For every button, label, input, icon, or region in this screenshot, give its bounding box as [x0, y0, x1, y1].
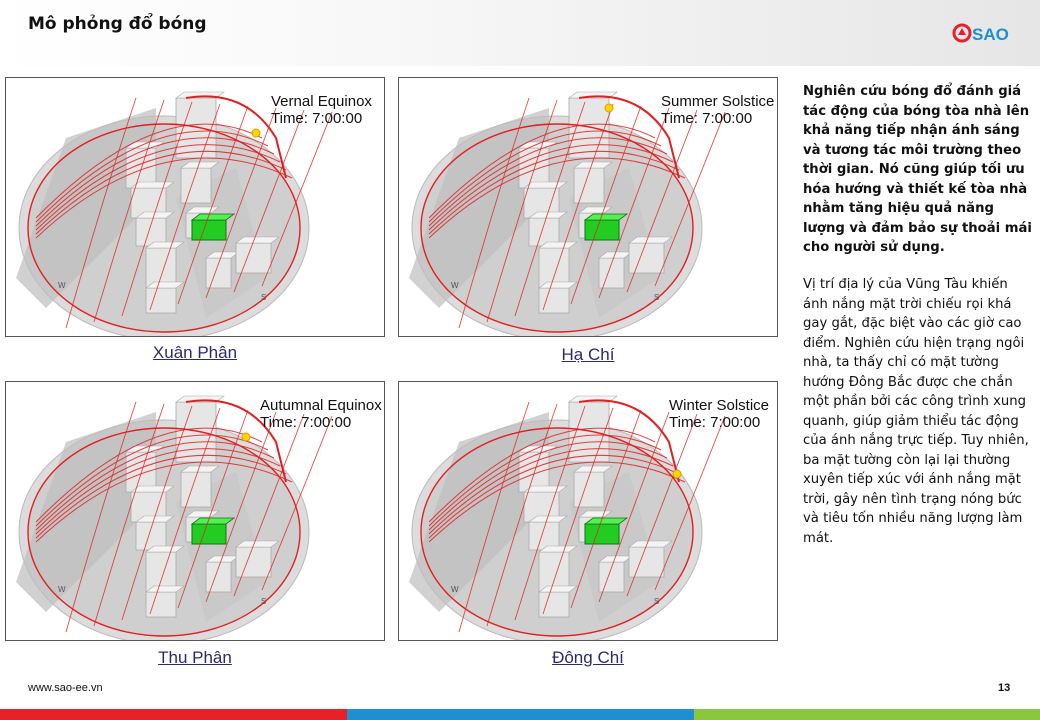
sao-logo-icon: [952, 22, 1022, 46]
analysis-paragraph: Vị trí địa lý của Vũng Tàu khiến ánh nắng mặt trời chiếu rọi khá gay gắt, đặc biệt vào các giờ cao điểm. Nghiên cứu hiện trạng ngôi nhà, ta thấy chỉ có mặt tường hướng Đông Bắc được che chắn một phần bởi các công trình xung quanh, giúp giảm thiểu tác động của ánh nắng trực tiếp. Tuy nhiên, ba mặt tường còn lại lại thường xuyên tiếp xúc với ánh nắng mặt trời, gây nên tình trạng nóng bức và tiêu tốn nhiều năng lượng làm mát.: [803, 277, 1029, 546]
sim-time: Time: 7:00:00: [669, 414, 761, 431]
building-block: [236, 243, 271, 273]
footer-bar-blue: [347, 709, 694, 720]
target-building: [192, 524, 226, 544]
footer-website[interactable]: www.sao-ee.vn: [28, 682, 103, 694]
shadow-panel-summer-solstice: [398, 77, 778, 337]
compass-west-label: W: [451, 585, 459, 594]
compass-west-label: W: [58, 585, 66, 594]
target-building-roof: [585, 214, 627, 220]
sim-title: Autumnal Equinox: [260, 397, 382, 414]
building-block: [176, 402, 216, 462]
building-roof: [236, 541, 279, 547]
sun-icon: [252, 129, 260, 137]
sim-title: Winter Solstice: [669, 397, 770, 414]
target-building-roof: [585, 518, 627, 524]
building-block: [629, 547, 664, 577]
compass-south-label: S: [654, 597, 660, 606]
panel-label-thu-phan[interactable]: Thu Phân: [158, 648, 232, 667]
panel-label-dong-chi[interactable]: Đông Chí: [552, 648, 624, 667]
intro-paragraph: Nghiên cứu bóng đổ đánh giá tác động của bóng tòa nhà lên khả năng tiếp nhận ánh sáng và tương tác môi trường theo thời gian. Nó cũng giúp tối ưu hóa hướng và thiết kế tòa nhà nhằm tăng hiệu quả năng lượng và đảm bảo sự thoải mái cho người sử dụng.: [803, 84, 1032, 255]
compass-south-label: S: [261, 293, 267, 302]
page-title: Mô phỏng đổ bóng: [28, 14, 207, 34]
sun-icon: [673, 470, 681, 478]
shadow-panel-autumnal-equinox: [5, 381, 385, 641]
header-bar: [0, 0, 1040, 66]
target-building: [585, 220, 619, 240]
sim-time: Time: 7:00:00: [271, 110, 363, 127]
building-roof: [524, 486, 567, 492]
building-block: [629, 243, 664, 273]
building-block: [569, 402, 609, 462]
panel-label-ha-chi[interactable]: Hạ Chí: [561, 345, 615, 364]
logo-text: SAO: [972, 25, 1009, 44]
sun-icon: [605, 104, 613, 112]
building-roof: [236, 237, 279, 243]
page-number: 13: [998, 682, 1011, 694]
target-building-roof: [192, 214, 234, 220]
building-roof: [131, 486, 174, 492]
sim-time: Time: 7:00:00: [260, 414, 352, 431]
target-building: [585, 524, 619, 544]
sim-time: Time: 7:00:00: [661, 110, 753, 127]
building-roof: [524, 182, 567, 188]
compass-south-label: S: [654, 293, 660, 302]
target-building-roof: [192, 518, 234, 524]
footer-bar-red: [0, 709, 347, 720]
panel-label-xuan-phan[interactable]: Xuân Phân: [152, 343, 238, 362]
company-logo: [952, 22, 1022, 50]
building-block: [236, 547, 271, 577]
building-roof: [629, 237, 672, 243]
sim-title: Vernal Equinox: [271, 93, 372, 110]
shadow-panel-winter-solstice: [398, 381, 778, 641]
building-roof: [131, 182, 174, 188]
sun-icon: [242, 433, 250, 441]
building-block: [176, 98, 216, 158]
footer-bar-green: [694, 709, 1040, 720]
building-roof: [629, 541, 672, 547]
sim-title: Summer Solstice: [661, 93, 775, 110]
building-block: [569, 98, 609, 158]
compass-west-label: W: [58, 281, 66, 290]
shadow-panel-vernal-equinox: [5, 77, 385, 337]
compass-west-label: W: [451, 281, 459, 290]
compass-south-label: S: [261, 597, 267, 606]
target-building: [192, 220, 226, 240]
